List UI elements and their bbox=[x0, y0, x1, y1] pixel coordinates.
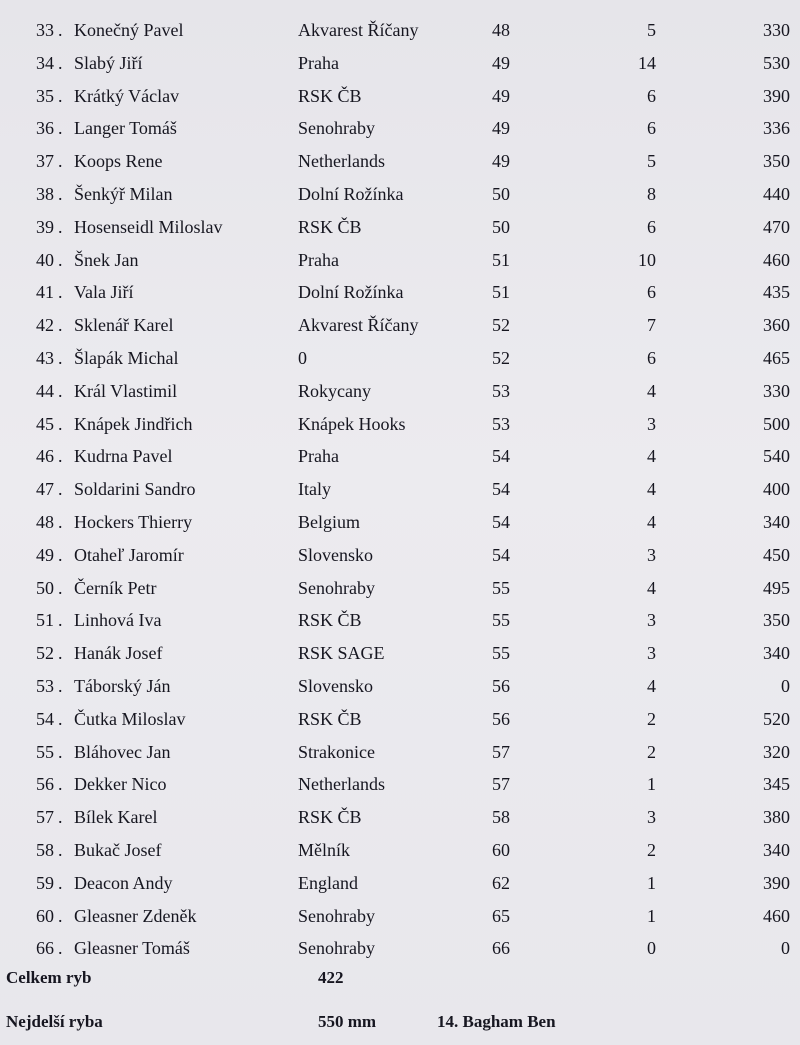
total-fish-value: 422 bbox=[318, 968, 344, 987]
rank-separator: . bbox=[58, 708, 63, 729]
club-cell: Knápek Hooks bbox=[298, 413, 406, 434]
fish-count-cell: 3 bbox=[647, 544, 656, 565]
club-cell: Akvarest Říčany bbox=[298, 315, 419, 336]
rank-cell: 45 bbox=[36, 413, 54, 434]
place-cell: 54 bbox=[492, 446, 510, 467]
length-cell: 495 bbox=[763, 577, 790, 598]
name-cell: Šlapák Michal bbox=[74, 347, 179, 368]
place-cell: 54 bbox=[492, 544, 510, 565]
place-cell: 56 bbox=[492, 675, 510, 696]
results-table bbox=[0, 14, 800, 965]
fish-count-cell: 7 bbox=[647, 315, 656, 336]
place-cell: 55 bbox=[492, 643, 510, 664]
table-row bbox=[0, 604, 800, 637]
place-cell: 53 bbox=[492, 380, 510, 401]
fish-count-cell: 4 bbox=[647, 479, 656, 500]
club-cell: Senohraby bbox=[298, 118, 375, 139]
fish-count-cell: 3 bbox=[647, 413, 656, 434]
club-cell: Netherlands bbox=[298, 774, 385, 795]
rank-cell: 43 bbox=[36, 347, 54, 368]
rank-cell: 34 bbox=[36, 52, 54, 73]
name-cell: Slabý Jiří bbox=[74, 52, 143, 73]
rank-cell: 66 bbox=[36, 938, 54, 959]
name-cell: Otaheľ Jaromír bbox=[74, 544, 184, 565]
table-row bbox=[0, 834, 800, 867]
place-cell: 60 bbox=[492, 839, 510, 860]
name-cell: Konečný Pavel bbox=[74, 20, 184, 40]
fish-count-cell: 6 bbox=[647, 282, 656, 303]
rank-separator: . bbox=[58, 872, 63, 893]
fish-count-cell: 4 bbox=[647, 446, 656, 467]
place-cell: 49 bbox=[492, 151, 510, 172]
fish-count-cell: 1 bbox=[647, 905, 656, 926]
rank-separator: . bbox=[58, 905, 63, 926]
table-row bbox=[0, 309, 800, 342]
name-cell: Koops Rene bbox=[74, 151, 163, 172]
fish-count-cell: 1 bbox=[647, 774, 656, 795]
club-cell: Senohraby bbox=[298, 905, 375, 926]
length-cell: 380 bbox=[763, 807, 790, 828]
table-row bbox=[0, 506, 800, 539]
rank-separator: . bbox=[58, 839, 63, 860]
length-cell: 450 bbox=[763, 544, 790, 565]
name-cell: Bukač Josef bbox=[74, 839, 162, 860]
rank-cell: 51 bbox=[36, 610, 54, 631]
club-cell: RSK ČB bbox=[298, 708, 362, 729]
table-row bbox=[0, 145, 800, 178]
rank-cell: 42 bbox=[36, 315, 54, 336]
table-row bbox=[0, 637, 800, 670]
length-cell: 0 bbox=[781, 938, 790, 959]
table-row bbox=[0, 867, 800, 900]
rank-separator: . bbox=[58, 446, 63, 467]
fish-count-cell: 2 bbox=[647, 839, 656, 860]
fish-count-cell: 4 bbox=[647, 380, 656, 401]
club-cell: RSK ČB bbox=[298, 216, 362, 237]
place-cell: 48 bbox=[492, 20, 510, 40]
total-fish-row bbox=[0, 963, 800, 993]
rank-cell: 41 bbox=[36, 282, 54, 303]
rank-separator: . bbox=[58, 249, 63, 270]
place-cell: 49 bbox=[492, 52, 510, 73]
length-cell: 540 bbox=[763, 446, 790, 467]
club-cell: Netherlands bbox=[298, 151, 385, 172]
name-cell: Krátký Václav bbox=[74, 85, 180, 106]
place-cell: 55 bbox=[492, 577, 510, 598]
name-cell: Bláhovec Jan bbox=[74, 741, 171, 762]
table-row bbox=[0, 408, 800, 441]
club-cell: Senohraby bbox=[298, 938, 375, 959]
rank-cell: 36 bbox=[36, 118, 54, 139]
place-cell: 62 bbox=[492, 872, 510, 893]
length-cell: 345 bbox=[763, 774, 790, 795]
fish-count-cell: 5 bbox=[647, 151, 656, 172]
club-cell: England bbox=[298, 872, 358, 893]
rank-separator: . bbox=[58, 511, 63, 532]
name-cell: Deacon Andy bbox=[74, 872, 173, 893]
longest-fish-label: Nejdelší ryba bbox=[6, 1012, 103, 1031]
length-cell: 340 bbox=[763, 839, 790, 860]
rank-cell: 58 bbox=[36, 839, 54, 860]
place-cell: 66 bbox=[492, 938, 510, 959]
table-row bbox=[0, 703, 800, 736]
rank-cell: 55 bbox=[36, 741, 54, 762]
rank-cell: 48 bbox=[36, 511, 54, 532]
rank-cell: 54 bbox=[36, 708, 54, 729]
rank-separator: . bbox=[58, 52, 63, 73]
rank-separator: . bbox=[58, 380, 63, 401]
fish-count-cell: 14 bbox=[638, 52, 656, 73]
length-cell: 340 bbox=[763, 511, 790, 532]
total-fish-label: Celkem ryb bbox=[6, 968, 92, 987]
rank-separator: . bbox=[58, 610, 63, 631]
rank-separator: . bbox=[58, 216, 63, 237]
place-cell: 49 bbox=[492, 118, 510, 139]
rank-cell: 52 bbox=[36, 643, 54, 664]
name-cell: Hosenseidl Miloslav bbox=[74, 216, 223, 237]
fish-count-cell: 10 bbox=[638, 249, 656, 270]
name-cell: Hockers Thierry bbox=[74, 511, 193, 532]
rank-cell: 56 bbox=[36, 774, 54, 795]
rank-cell: 44 bbox=[36, 380, 54, 401]
length-cell: 500 bbox=[763, 413, 790, 434]
fish-count-cell: 6 bbox=[647, 118, 656, 139]
name-cell: Gleasner Tomáš bbox=[74, 938, 190, 959]
club-cell: Dolní Rožínka bbox=[298, 183, 404, 204]
length-cell: 520 bbox=[763, 708, 790, 729]
club-cell: Belgium bbox=[298, 511, 360, 532]
fish-count-cell: 6 bbox=[647, 216, 656, 237]
length-cell: 530 bbox=[763, 52, 790, 73]
table-row bbox=[0, 473, 800, 506]
club-cell: Slovensko bbox=[298, 675, 374, 696]
fish-count-cell: 2 bbox=[647, 708, 656, 729]
table-row bbox=[0, 112, 800, 145]
length-cell: 340 bbox=[763, 643, 790, 664]
fish-count-cell: 6 bbox=[647, 347, 656, 368]
rank-cell: 40 bbox=[36, 249, 54, 270]
club-cell: Senohraby bbox=[298, 577, 375, 598]
club-cell: Italy bbox=[298, 479, 331, 500]
rank-cell: 49 bbox=[36, 544, 54, 565]
table-row bbox=[0, 211, 800, 244]
place-cell: 52 bbox=[492, 347, 510, 368]
place-cell: 50 bbox=[492, 183, 510, 204]
rank-cell: 60 bbox=[36, 905, 54, 926]
place-cell: 51 bbox=[492, 249, 510, 270]
rank-separator: . bbox=[58, 151, 63, 172]
club-cell: Praha bbox=[298, 52, 339, 73]
rank-separator: . bbox=[58, 315, 63, 336]
length-cell: 465 bbox=[763, 347, 790, 368]
name-cell: Knápek Jindřich bbox=[74, 413, 193, 434]
rank-cell: 53 bbox=[36, 675, 54, 696]
table-row bbox=[0, 736, 800, 769]
length-cell: 330 bbox=[763, 20, 790, 40]
rank-separator: . bbox=[58, 643, 63, 664]
fish-count-cell: 1 bbox=[647, 872, 656, 893]
place-cell: 49 bbox=[492, 85, 510, 106]
rank-cell: 50 bbox=[36, 577, 54, 598]
place-cell: 55 bbox=[492, 610, 510, 631]
name-cell: Černík Petr bbox=[74, 577, 157, 598]
rank-separator: . bbox=[58, 774, 63, 795]
name-cell: Sklenář Karel bbox=[74, 315, 174, 336]
place-cell: 57 bbox=[492, 774, 510, 795]
table-row bbox=[0, 801, 800, 834]
length-cell: 390 bbox=[763, 85, 790, 106]
name-cell: Táborský Ján bbox=[74, 675, 171, 696]
rank-separator: . bbox=[58, 675, 63, 696]
length-cell: 330 bbox=[763, 380, 790, 401]
fish-count-cell: 5 bbox=[647, 20, 656, 40]
table-row bbox=[0, 276, 800, 309]
rank-separator: . bbox=[58, 85, 63, 106]
name-cell: Vala Jiří bbox=[74, 282, 134, 303]
rank-cell: 39 bbox=[36, 216, 54, 237]
length-cell: 320 bbox=[763, 741, 790, 762]
table-row bbox=[0, 375, 800, 408]
club-cell: Rokycany bbox=[298, 380, 371, 401]
club-cell: RSK ČB bbox=[298, 807, 362, 828]
fish-count-cell: 3 bbox=[647, 643, 656, 664]
length-cell: 400 bbox=[763, 479, 790, 500]
table-row bbox=[0, 768, 800, 801]
rank-cell: 47 bbox=[36, 479, 54, 500]
rank-cell: 35 bbox=[36, 85, 54, 106]
longest-fish-row bbox=[0, 1007, 800, 1037]
fish-count-cell: 4 bbox=[647, 511, 656, 532]
table-row bbox=[0, 900, 800, 933]
place-cell: 50 bbox=[492, 216, 510, 237]
length-cell: 350 bbox=[763, 610, 790, 631]
place-cell: 54 bbox=[492, 511, 510, 532]
rank-separator: . bbox=[58, 577, 63, 598]
length-cell: 350 bbox=[763, 151, 790, 172]
length-cell: 336 bbox=[763, 118, 790, 139]
fish-count-cell: 6 bbox=[647, 85, 656, 106]
name-cell: Šnek Jan bbox=[74, 249, 139, 270]
length-cell: 360 bbox=[763, 315, 790, 336]
place-cell: 57 bbox=[492, 741, 510, 762]
rank-cell: 46 bbox=[36, 446, 54, 467]
place-cell: 58 bbox=[492, 807, 510, 828]
place-cell: 56 bbox=[492, 708, 510, 729]
rank-cell: 57 bbox=[36, 807, 54, 828]
name-cell: Dekker Nico bbox=[74, 774, 167, 795]
name-cell: Šenkýř Milan bbox=[74, 183, 173, 204]
club-cell: Mělník bbox=[298, 839, 350, 860]
table-row bbox=[0, 932, 800, 965]
club-cell: RSK ČB bbox=[298, 610, 362, 631]
name-cell: Soldarini Sandro bbox=[74, 479, 196, 500]
club-cell: RSK SAGE bbox=[298, 643, 385, 664]
longest-fish-angler: 14. Bagham Ben bbox=[437, 1012, 556, 1031]
club-cell: Praha bbox=[298, 249, 339, 270]
club-cell: RSK ČB bbox=[298, 85, 362, 106]
club-cell: Praha bbox=[298, 446, 339, 467]
club-cell: Akvarest Říčany bbox=[298, 20, 419, 40]
table-row bbox=[0, 14, 800, 47]
table-row bbox=[0, 47, 800, 80]
place-cell: 53 bbox=[492, 413, 510, 434]
table-row bbox=[0, 670, 800, 703]
name-cell: Hanák Josef bbox=[74, 643, 163, 664]
fish-count-cell: 2 bbox=[647, 741, 656, 762]
name-cell: Čutka Miloslav bbox=[74, 708, 186, 729]
table-row bbox=[0, 244, 800, 277]
rank-separator: . bbox=[58, 479, 63, 500]
club-cell: Strakonice bbox=[298, 741, 375, 762]
rank-separator: . bbox=[58, 413, 63, 434]
rank-cell: 59 bbox=[36, 872, 54, 893]
rank-cell: 37 bbox=[36, 151, 54, 172]
name-cell: Gleasner Zdeněk bbox=[74, 905, 197, 926]
table-row bbox=[0, 572, 800, 605]
rank-cell: 38 bbox=[36, 183, 54, 204]
name-cell: Langer Tomáš bbox=[74, 118, 177, 139]
place-cell: 65 bbox=[492, 905, 510, 926]
place-cell: 51 bbox=[492, 282, 510, 303]
club-cell: Slovensko bbox=[298, 544, 374, 565]
table-row bbox=[0, 80, 800, 113]
table-row bbox=[0, 178, 800, 211]
rank-separator: . bbox=[58, 20, 63, 40]
rank-separator: . bbox=[58, 118, 63, 139]
place-cell: 54 bbox=[492, 479, 510, 500]
name-cell: Bílek Karel bbox=[74, 807, 158, 828]
rank-separator: . bbox=[58, 741, 63, 762]
rank-separator: . bbox=[58, 282, 63, 303]
rank-separator: . bbox=[58, 938, 63, 959]
fish-count-cell: 3 bbox=[647, 610, 656, 631]
rank-separator: . bbox=[58, 544, 63, 565]
rank-separator: . bbox=[58, 807, 63, 828]
rank-separator: . bbox=[58, 183, 63, 204]
length-cell: 0 bbox=[781, 675, 790, 696]
fish-count-cell: 4 bbox=[647, 577, 656, 598]
fish-count-cell: 8 bbox=[647, 183, 656, 204]
table-row bbox=[0, 539, 800, 572]
length-cell: 460 bbox=[763, 249, 790, 270]
table-row bbox=[0, 342, 800, 375]
club-cell: Dolní Rožínka bbox=[298, 282, 404, 303]
name-cell: Král Vlastimil bbox=[74, 380, 178, 401]
length-cell: 460 bbox=[763, 905, 790, 926]
length-cell: 470 bbox=[763, 216, 790, 237]
length-cell: 440 bbox=[763, 183, 790, 204]
place-cell: 52 bbox=[492, 315, 510, 336]
table-row bbox=[0, 440, 800, 473]
fish-count-cell: 0 bbox=[647, 938, 656, 959]
length-cell: 435 bbox=[763, 282, 790, 303]
rank-separator: . bbox=[58, 347, 63, 368]
club-cell: 0 bbox=[298, 347, 307, 368]
name-cell: Kudrna Pavel bbox=[74, 446, 173, 467]
longest-fish-value: 550 mm bbox=[318, 1012, 377, 1031]
name-cell: Linhová Iva bbox=[74, 610, 162, 631]
length-cell: 390 bbox=[763, 872, 790, 893]
fish-count-cell: 3 bbox=[647, 807, 656, 828]
rank-cell: 33 bbox=[36, 20, 54, 40]
fish-count-cell: 4 bbox=[647, 675, 656, 696]
